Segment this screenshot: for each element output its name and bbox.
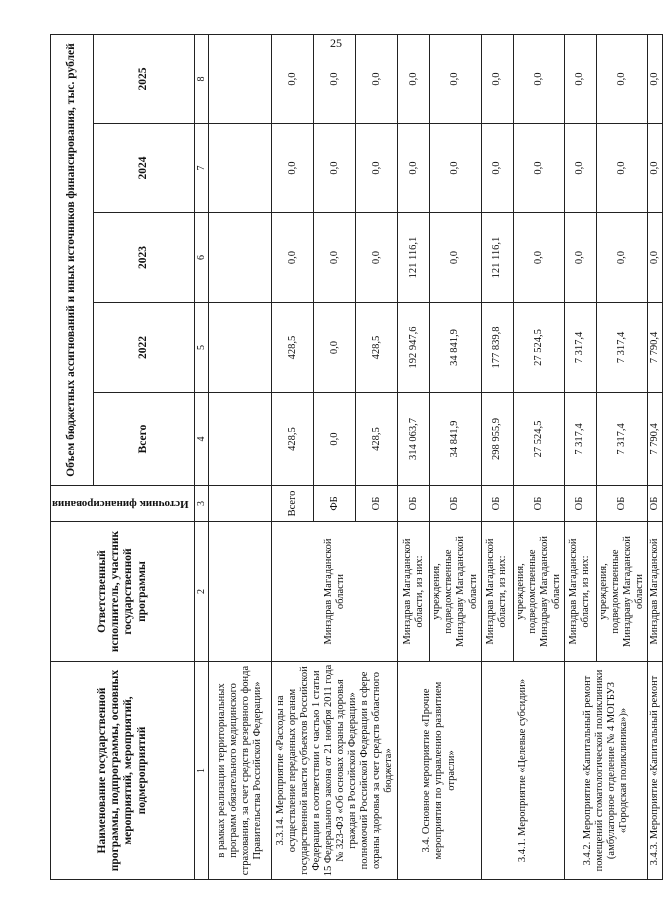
- row-responsible: Минздрав Магаданской области, из них:: [481, 522, 513, 662]
- row-value: 7 317,4: [596, 303, 647, 393]
- col-number: 3: [194, 486, 209, 522]
- row-source: ОБ: [564, 486, 596, 522]
- row-value: 0,0: [648, 213, 663, 303]
- row-value: 7 790,4: [648, 303, 663, 393]
- row-value: 0,0: [356, 213, 398, 303]
- row-name: 3.4.2. Мероприятие «Капитальный ремонт помещений стоматологической поликлиники (амбулаторное отделение № 4 МОГБУЗ «Городская поликлиника»)»: [564, 662, 647, 880]
- row-name: 3.3.14. Мероприятие «Расходы на осуществление переданных органам государственной власти субъектов Российской Федерации в соответствии с частью 1 статьи 15 Федерального закона от 21 ноября 2011 года № 323-ФЗ «Об основах охраны здоровья граждан в Российской Федерации» полномочий Российской Федерации в сфере охраны здоровья за счет средств областного бюджета»: [272, 662, 398, 880]
- header-year: 2024: [93, 124, 194, 213]
- col-number: 7: [194, 124, 209, 213]
- row-source: ОБ: [356, 486, 398, 522]
- row-value: 7 317,4: [596, 393, 647, 486]
- row-source: ОБ: [398, 486, 430, 522]
- row-responsible: учреждения, подведомственные Минздраву Магаданской области: [513, 522, 564, 662]
- row-value: 0,0: [356, 124, 398, 213]
- row-value: 0,0: [430, 213, 481, 303]
- row-value: 0,0: [314, 303, 356, 393]
- row-name: 3.4.1. Мероприятие «Целевые субсидии»: [481, 662, 564, 880]
- col-number: 2: [194, 522, 209, 662]
- row-value: 0,0: [564, 34, 596, 123]
- row-source: ОБ: [430, 486, 481, 522]
- row-value: 121 116,1: [398, 213, 430, 303]
- row-value: 34 841,9: [430, 393, 481, 486]
- col-number: 1: [194, 662, 209, 880]
- row-value: 0,0: [564, 124, 596, 213]
- row-value: [209, 303, 272, 393]
- row-value: 0,0: [314, 213, 356, 303]
- row-responsible: учреждения, подведомственные Минздраву Магаданской области: [430, 522, 481, 662]
- header-name: Наименование государственной программы, подпрограммы, основных мероприятий, мероприятий, подмероприятий: [51, 662, 195, 880]
- row-value: 192 947,6: [398, 303, 430, 393]
- row-value: 7 317,4: [564, 393, 596, 486]
- col-number: 4: [194, 393, 209, 486]
- header-year: 2023: [93, 213, 194, 303]
- table-row: [272, 34, 314, 879]
- row-value: 0,0: [596, 34, 647, 123]
- row-value: 0,0: [398, 124, 430, 213]
- row-value: 0,0: [513, 124, 564, 213]
- header-responsible: Ответственный исполнитель, участник государственной программы: [51, 522, 195, 662]
- row-value: 0,0: [272, 124, 314, 213]
- column-number-row: [194, 34, 209, 879]
- col-number: 6: [194, 213, 209, 303]
- col-number: 8: [194, 34, 209, 123]
- row-value: 0,0: [314, 34, 356, 123]
- row-value: 121 116,1: [481, 213, 513, 303]
- table-row: [209, 34, 272, 879]
- row-value: 0,0: [398, 34, 430, 123]
- row-source: ОБ: [648, 486, 663, 522]
- row-value: 0,0: [430, 34, 481, 123]
- table-row: [564, 34, 596, 879]
- row-value: 0,0: [481, 34, 513, 123]
- row-source: Всего: [272, 486, 314, 522]
- row-value: 428,5: [272, 393, 314, 486]
- row-value: 0,0: [430, 124, 481, 213]
- table-row: [398, 34, 430, 879]
- row-value: 0,0: [314, 124, 356, 213]
- row-value: 0,0: [596, 124, 647, 213]
- row-name: в рамках реализации территориальных программ обязательного медицинского страхования, за счет средств резервного фонда Правительства Российской Федерации»: [209, 662, 272, 880]
- row-source: ОБ: [481, 486, 513, 522]
- header-year: 2025: [93, 34, 194, 123]
- header-source: [51, 486, 195, 522]
- row-value: 0,0: [513, 34, 564, 123]
- row-value: 0,0: [481, 124, 513, 213]
- row-responsible: Минздрав Магаданской области, из них:: [564, 522, 596, 662]
- rotated-table-container: [50, 35, 661, 880]
- header-volume: Объем бюджетных ассигнований и иных источников финансирования, тыс. рублей: [51, 34, 94, 485]
- row-value: 0,0: [648, 124, 663, 213]
- page-number: 25: [330, 36, 342, 50]
- row-name: 3.4. Основное мероприятие «Прочие мероприятия по управлению развитием отрасли»: [398, 662, 481, 880]
- row-value: 7 790,4: [648, 393, 663, 486]
- col-number: 5: [194, 303, 209, 393]
- row-value: 7 317,4: [564, 303, 596, 393]
- row-source: ОБ: [596, 486, 647, 522]
- row-value: 0,0: [314, 393, 356, 486]
- row-value: 428,5: [356, 393, 398, 486]
- row-source: ОБ: [513, 486, 564, 522]
- funding-table: [50, 34, 663, 880]
- row-value: 0,0: [648, 34, 663, 123]
- row-source: ФБ: [314, 486, 356, 522]
- row-responsible: Минздрав Магаданской области: [272, 522, 398, 662]
- row-value: 298 955,9: [481, 393, 513, 486]
- row-value: 27 524,5: [513, 393, 564, 486]
- row-value: 0,0: [272, 34, 314, 123]
- row-responsible: Минздрав Магаданской: [648, 522, 663, 662]
- header-year: 2022: [93, 303, 194, 393]
- row-value: 0,0: [272, 213, 314, 303]
- row-value: 177 839,8: [481, 303, 513, 393]
- row-responsible: [209, 522, 272, 662]
- row-value: [209, 34, 272, 123]
- row-value: 0,0: [596, 213, 647, 303]
- row-value: 428,5: [272, 303, 314, 393]
- row-value: 0,0: [356, 34, 398, 123]
- row-value: [209, 393, 272, 486]
- row-value: 34 841,9: [430, 303, 481, 393]
- row-value: 428,5: [356, 303, 398, 393]
- row-value: 314 063,7: [398, 393, 430, 486]
- row-source: [209, 486, 272, 522]
- header-total: Всего: [93, 393, 194, 486]
- row-value: 0,0: [513, 213, 564, 303]
- row-value: 27 524,5: [513, 303, 564, 393]
- row-responsible: Минздрав Магаданской области, из них:: [398, 522, 430, 662]
- row-responsible: учреждения, подведомственные Минздраву Магаданской области: [596, 522, 647, 662]
- row-value: 0,0: [564, 213, 596, 303]
- row-name: 3.4.3. Мероприятие «Капитальный ремонт: [648, 662, 663, 880]
- table-row: [481, 34, 513, 879]
- row-value: [209, 213, 272, 303]
- row-value: [209, 124, 272, 213]
- header-source-text: Источник финансирования: [52, 497, 189, 510]
- table-row: [648, 34, 663, 879]
